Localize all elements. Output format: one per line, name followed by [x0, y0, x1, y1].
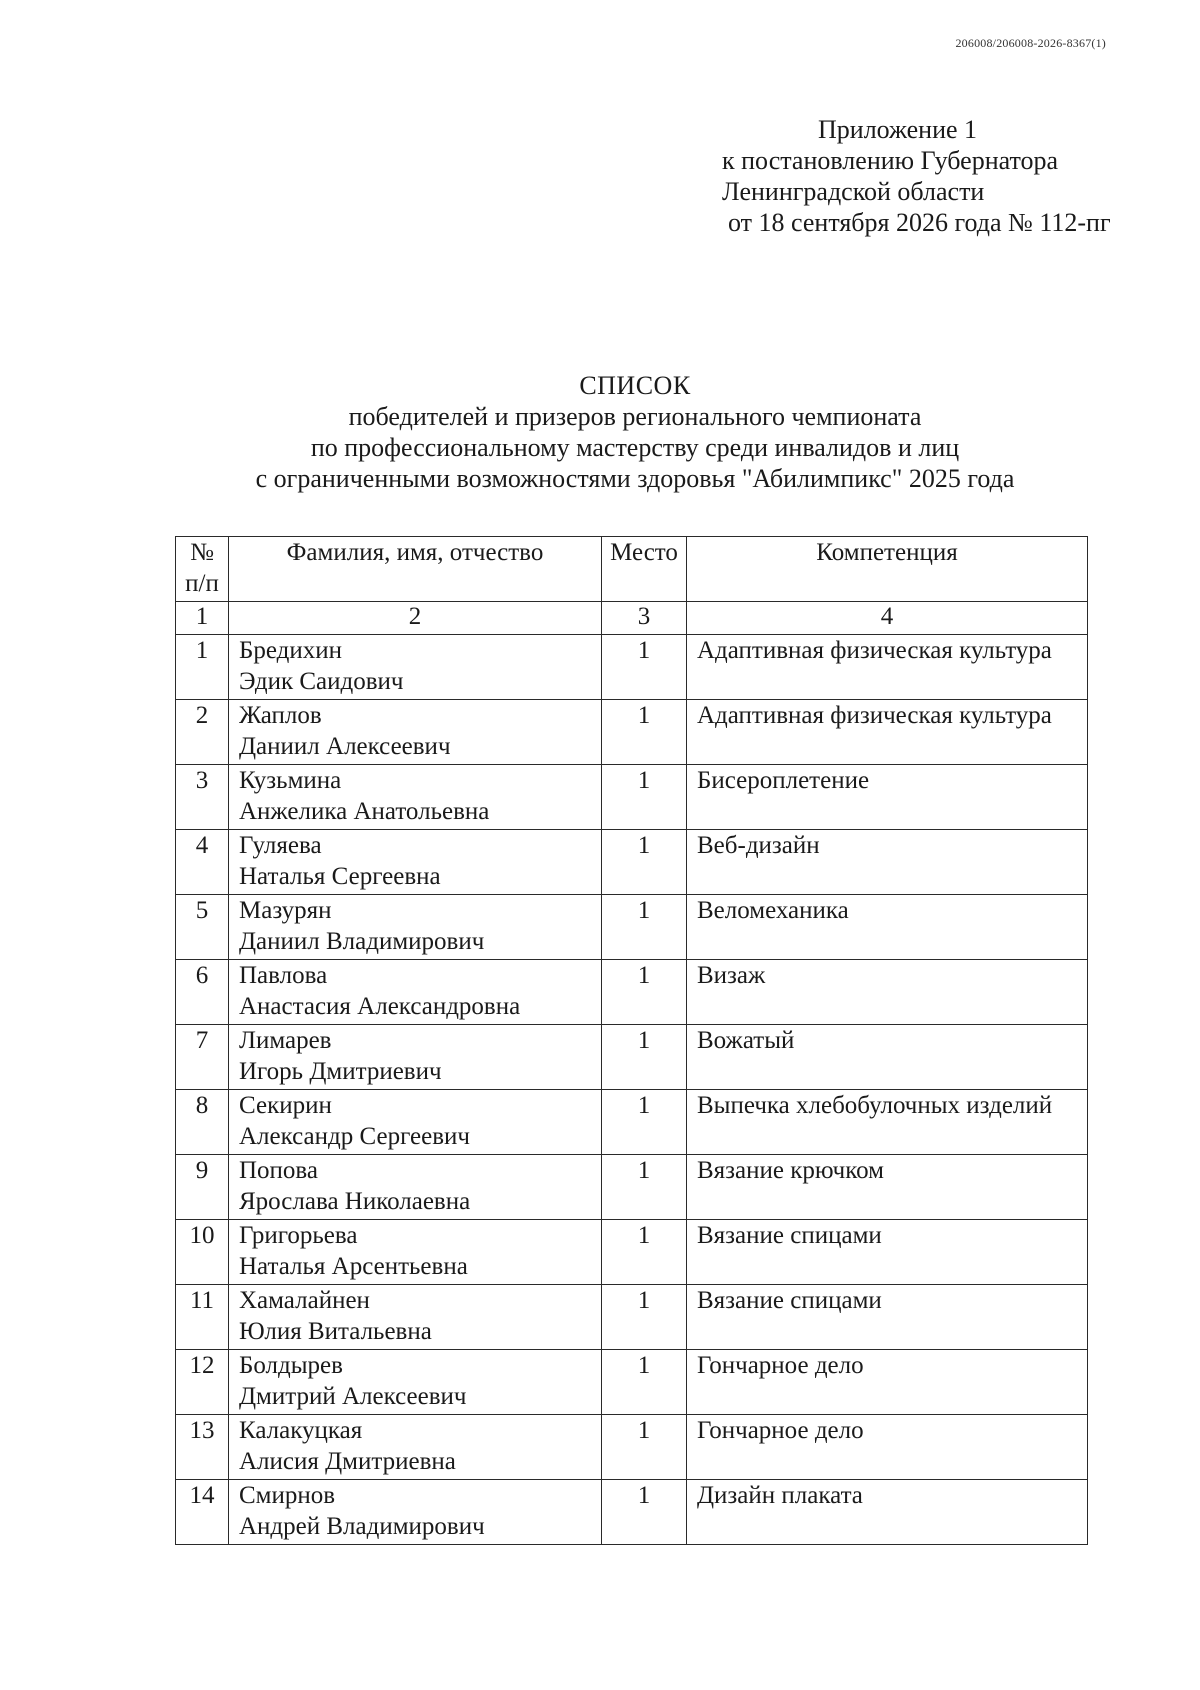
row-place: 1: [602, 1090, 687, 1155]
row-number: 1: [176, 635, 229, 700]
row-given-names: Даниил Владимирович: [239, 928, 485, 955]
header-number: [176, 537, 229, 602]
row-place: 1: [602, 700, 687, 765]
row-place: 1: [602, 1220, 687, 1285]
title-line-3: с ограниченными возможностями здоровья "Абилимпикс" 2025 года: [255, 464, 1015, 493]
row-number: 8: [176, 1090, 229, 1155]
row-surname: Григорьева: [239, 1222, 358, 1249]
index-cell: 3: [602, 602, 687, 635]
row-surname: Гуляева: [239, 832, 322, 859]
row-competence: Веломеханика: [687, 895, 1088, 960]
row-number: 11: [176, 1285, 229, 1350]
row-competence: Адаптивная физическая культура: [687, 635, 1088, 700]
row-given-names: Даниил Алексеевич: [239, 733, 451, 760]
row-given-names: Алисия Дмитриевна: [239, 1448, 456, 1475]
row-full-name: [229, 895, 602, 960]
row-place: 1: [602, 1285, 687, 1350]
appendix-line-4: от 18 сентября 2026 года № 112-пг: [728, 208, 1111, 237]
row-surname: Секирин: [239, 1092, 332, 1119]
table-row: [176, 1025, 1088, 1090]
row-number: 2: [176, 700, 229, 765]
table-row: [176, 1155, 1088, 1220]
row-competence: Бисероплетение: [687, 765, 1088, 830]
title-line-1: победителей и призеров регионального чемпионата: [348, 402, 922, 431]
appendix-header: [722, 114, 1111, 238]
row-given-names: Ярослава Николаевна: [239, 1188, 471, 1215]
row-full-name: [229, 1090, 602, 1155]
table-row: [176, 635, 1088, 700]
row-full-name: [229, 1285, 602, 1350]
row-full-name: [229, 830, 602, 895]
row-competence: Вожатый: [687, 1025, 1088, 1090]
row-number: 7: [176, 1025, 229, 1090]
header-competence: Компетенция: [687, 537, 1088, 602]
row-number: 4: [176, 830, 229, 895]
row-place: 1: [602, 765, 687, 830]
row-number: 12: [176, 1350, 229, 1415]
row-given-names: Андрей Владимирович: [239, 1513, 485, 1540]
row-number: 13: [176, 1415, 229, 1480]
row-competence: Выпечка хлебобулочных изделий: [687, 1090, 1088, 1155]
row-place: 1: [602, 895, 687, 960]
row-place: 1: [602, 635, 687, 700]
row-full-name: [229, 1155, 602, 1220]
row-full-name: [229, 1025, 602, 1090]
row-given-names: Наталья Сергеевна: [239, 863, 441, 890]
row-competence: Адаптивная физическая культура: [687, 700, 1088, 765]
row-number: 3: [176, 765, 229, 830]
table-row: [176, 1415, 1088, 1480]
row-competence: Дизайн плаката: [687, 1480, 1088, 1545]
row-competence: Вязание крючком: [687, 1155, 1088, 1220]
table-row: [176, 1220, 1088, 1285]
row-number: 14: [176, 1480, 229, 1545]
table-row: [176, 700, 1088, 765]
row-competence: Вязание спицами: [687, 1220, 1088, 1285]
row-given-names: Наталья Арсентьевна: [239, 1253, 468, 1280]
row-given-names: Игорь Дмитриевич: [239, 1058, 442, 1085]
row-full-name: [229, 960, 602, 1025]
row-given-names: Александр Сергеевич: [239, 1123, 470, 1150]
row-given-names: Дмитрий Алексеевич: [239, 1383, 467, 1410]
row-number: 10: [176, 1220, 229, 1285]
appendix-line-2: к постановлению Губернатора: [722, 146, 1059, 175]
title-line-2: по профессиональному мастерству среди инвалидов и лиц: [310, 433, 960, 462]
row-given-names: Анжелика Анатольевна: [239, 798, 490, 825]
appendix-line-1: Приложение 1: [818, 115, 978, 144]
row-number: 9: [176, 1155, 229, 1220]
table-row: [176, 1480, 1088, 1545]
row-number: 6: [176, 960, 229, 1025]
row-competence: Гончарное дело: [687, 1350, 1088, 1415]
row-full-name: [229, 1350, 602, 1415]
table-row: [176, 765, 1088, 830]
document-title: [0, 370, 1200, 494]
header-name: Фамилия, имя, отчество: [229, 537, 602, 602]
row-place: 1: [602, 960, 687, 1025]
row-place: 1: [602, 1480, 687, 1545]
row-number: 5: [176, 895, 229, 960]
row-surname: Жаплов: [239, 702, 322, 729]
index-cell: 1: [176, 602, 229, 635]
winners-table: [175, 536, 1088, 1545]
row-full-name: [229, 765, 602, 830]
table-row: [176, 830, 1088, 895]
row-surname: Лимарев: [239, 1027, 332, 1054]
header-number-abbr: п/п: [185, 570, 219, 597]
row-surname: Попова: [239, 1157, 319, 1184]
row-surname: Хамалайнен: [239, 1287, 370, 1314]
row-full-name: [229, 700, 602, 765]
appendix-line-3: Ленинградской области: [722, 177, 985, 206]
row-surname: Мазурян: [239, 897, 332, 924]
row-surname: Смирнов: [239, 1482, 336, 1509]
header-place: Место: [602, 537, 687, 602]
row-surname: Павлова: [239, 962, 328, 989]
table-row: [176, 1285, 1088, 1350]
table-row: [176, 895, 1088, 960]
table-row: [176, 1090, 1088, 1155]
row-place: 1: [602, 1155, 687, 1220]
row-competence: Визаж: [687, 960, 1088, 1025]
row-competence: Вязание спицами: [687, 1285, 1088, 1350]
row-full-name: [229, 635, 602, 700]
table-row: [176, 960, 1088, 1025]
row-place: 1: [602, 1025, 687, 1090]
row-given-names: Эдик Саидович: [239, 668, 404, 695]
row-full-name: [229, 1415, 602, 1480]
index-cell: 2: [229, 602, 602, 635]
table-index-row: [176, 602, 1088, 635]
row-surname: Болдырев: [239, 1352, 343, 1379]
document-registration-number: 206008/206008-2026-8367(1): [955, 36, 1106, 50]
index-cell: 4: [687, 602, 1088, 635]
row-surname: Кузьмина: [239, 767, 342, 794]
table-header-row: [176, 537, 1088, 602]
header-number-sign: №: [190, 539, 214, 566]
row-place: 1: [602, 1350, 687, 1415]
row-surname: Бредихин: [239, 637, 342, 664]
table-body: [176, 635, 1088, 1545]
row-place: 1: [602, 830, 687, 895]
table-row: [176, 1350, 1088, 1415]
row-given-names: Юлия Витальевна: [239, 1318, 432, 1345]
row-competence: Гончарное дело: [687, 1415, 1088, 1480]
row-place: 1: [602, 1415, 687, 1480]
row-full-name: [229, 1480, 602, 1545]
row-competence: Веб-дизайн: [687, 830, 1088, 895]
row-surname: Калакуцкая: [239, 1417, 363, 1444]
row-given-names: Анастасия Александровна: [239, 993, 521, 1020]
row-full-name: [229, 1220, 602, 1285]
title-main: СПИСОК: [579, 371, 691, 400]
